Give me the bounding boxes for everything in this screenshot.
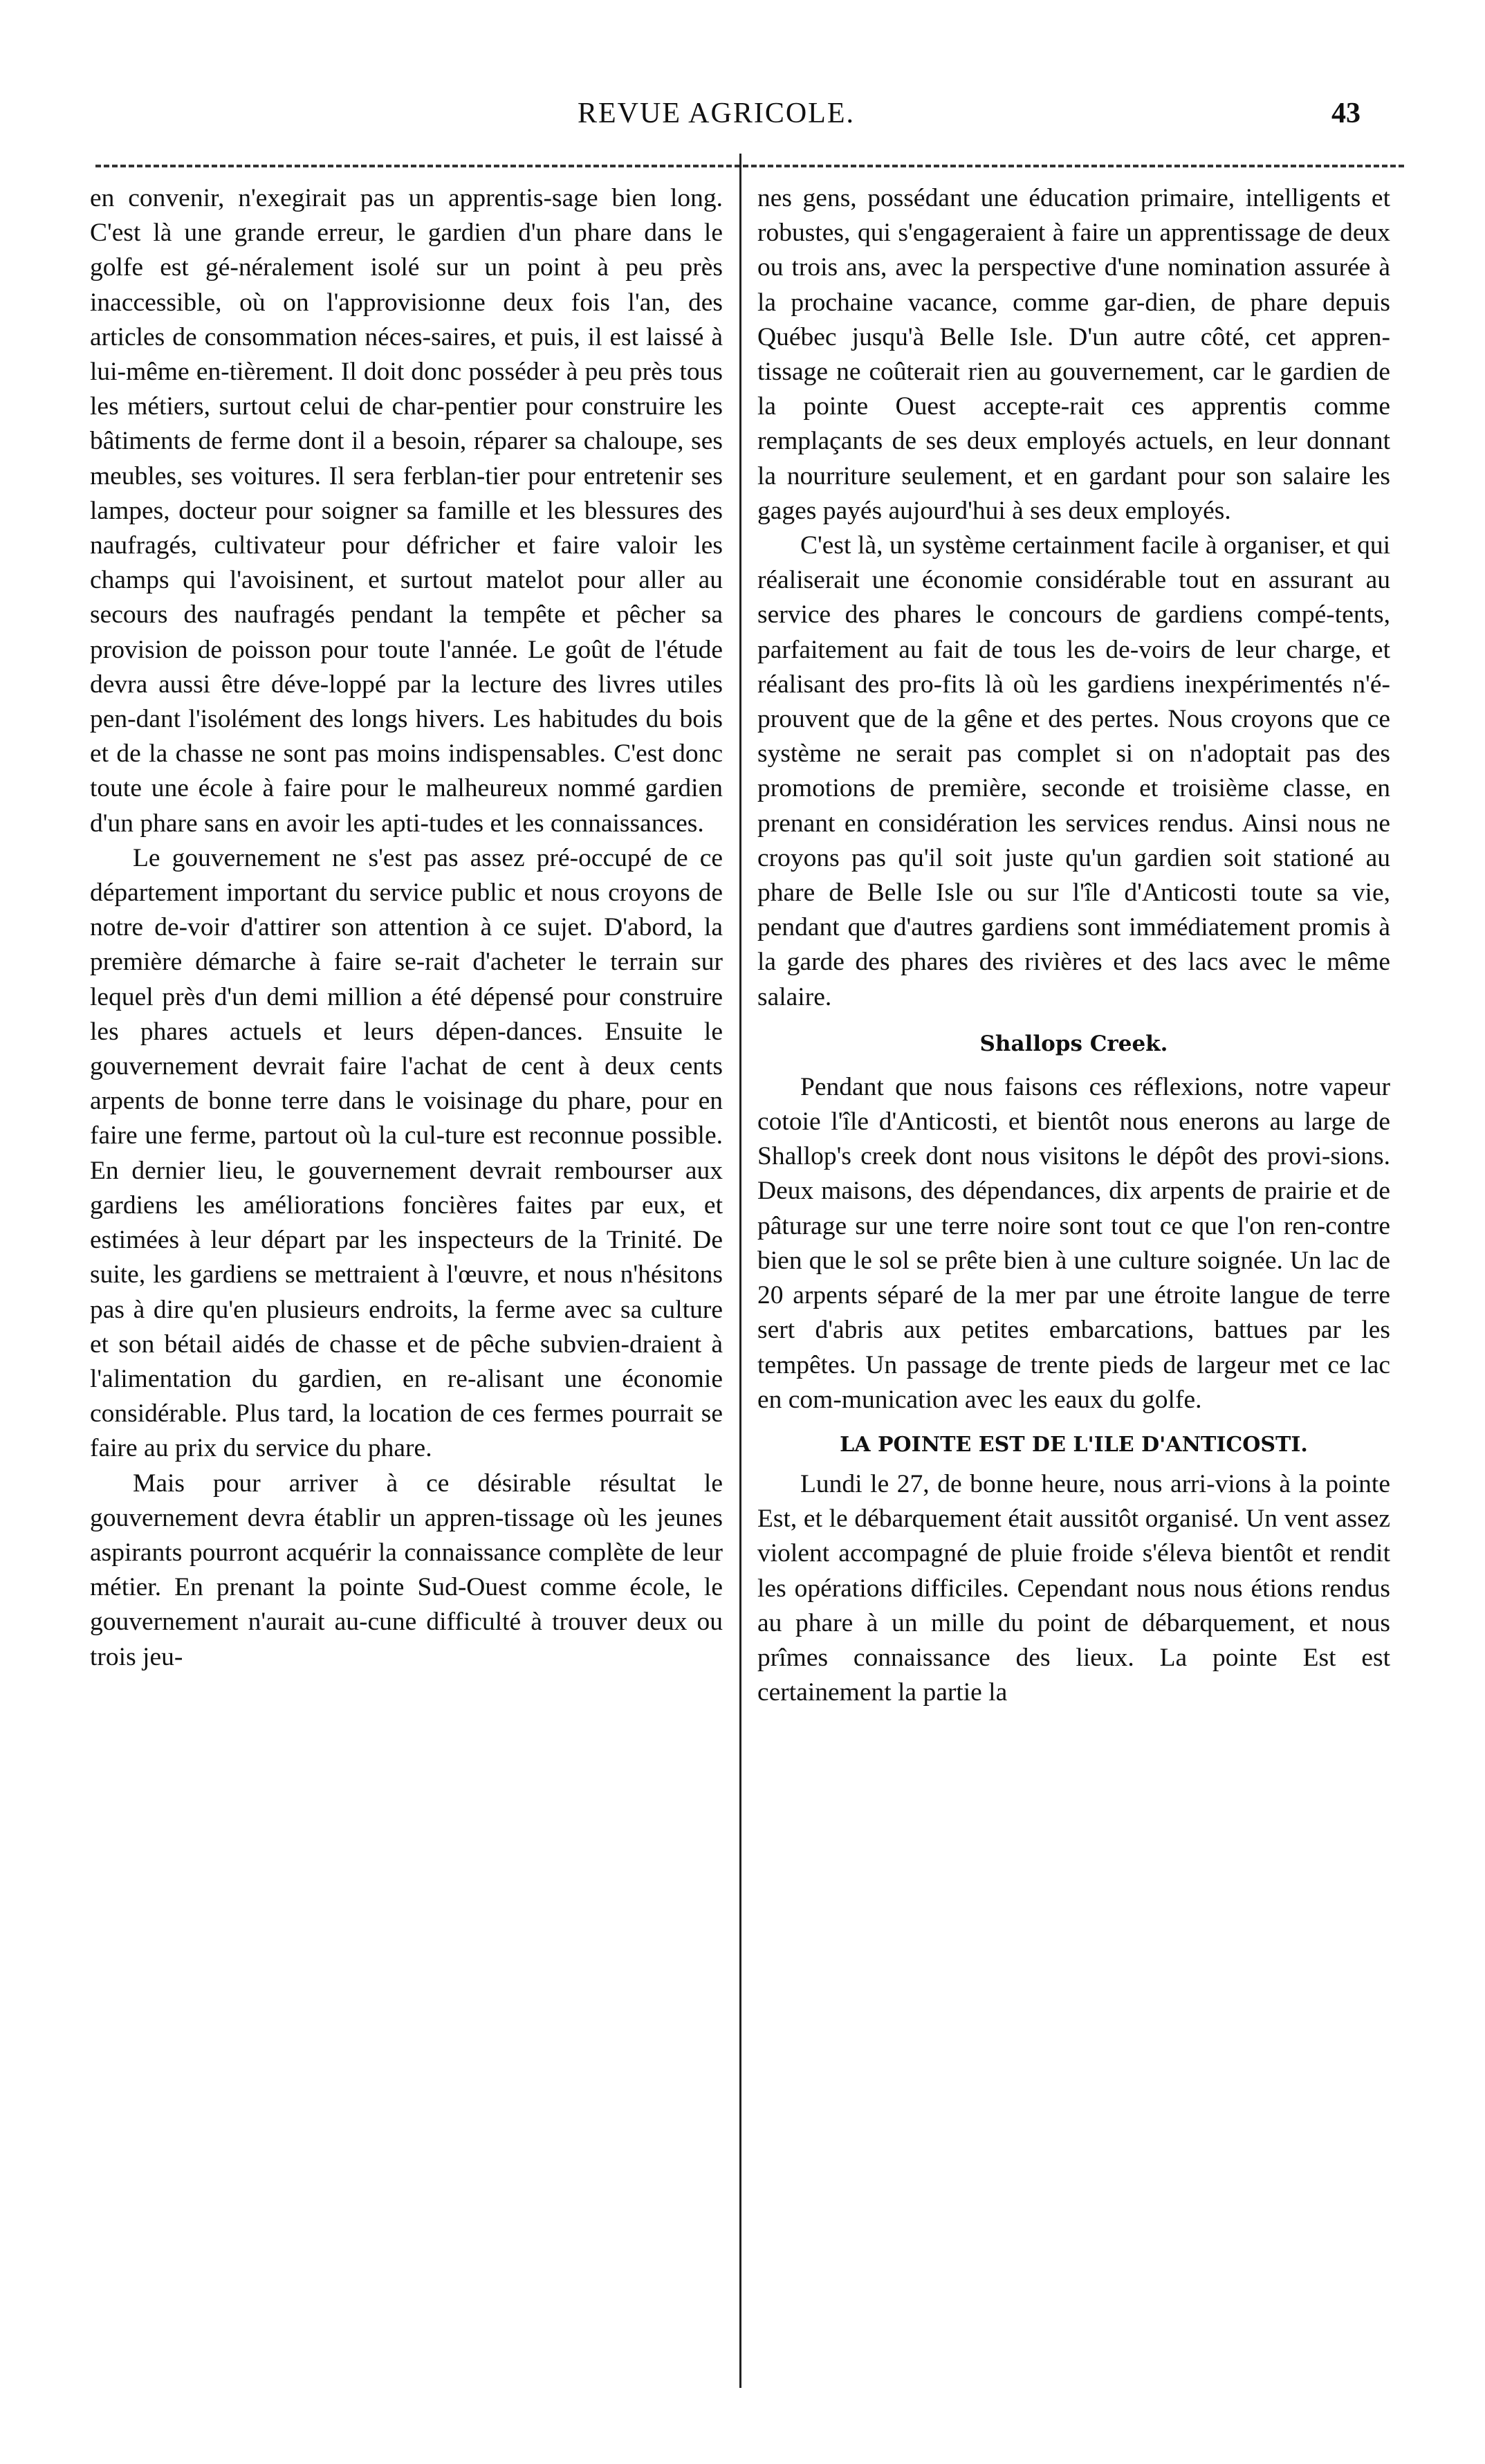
paragraph: nes gens, possédant une éducation primaire, intelligents et robustes, qui s'engageraient à faire un apprentissage de deux ou trois ans, avec la perspective d'une nomination assurée à la prochaine vacance, comme gar-dien, de phare depuis Québec jusqu'à Belle Isle. D'un autre côté, cet appren-tissage ne coûterait rien au gouvernement, car le gardien de la pointe Ouest accepte-rait ces apprentis comme remplaçants de ses deux employés actuels, en leur donnant la nourriture seulement, et en gardant pour son salaire les gages payés aujourd'hui à ses deux employés. bbox=[757, 184, 1390, 525]
paragraph: Le gouvernement ne s'est pas assez pré-occupé de ce département important du service public et nous croyons de notre de-voir d'attirer son attention à ce sujet. D'abord, la première démarche à faire se-rait d'acheter le terrain sur lequel près d'un demi million a été dépensé pour construire les phares actuels et leurs dépen-dances. Ensuite le gouvernement devrait faire l'achat de cent à deux cents arpents de bonne terre dans le voisinage du phare, pour en faire une ferme, partout où la cul-ture est reconnue possible. En dernier lieu, le gouvernement devrait rembourser aux gardiens les améliorations foncières faites par eux, et estimées à leur départ par les inspecteurs de la Trinité. De suite, les gardiens se mettraient à l'œuvre, et nous n'hésitons pas à dire qu'en plusieurs endroits, la ferme avec sa culture et son bétail aidés de chasse et de pêche subvien-draient à l'alimentation du gardien, en re-alisant une économie considérable. Plus tard, la location de ces fermes pourrait se faire au prix du service du phare. bbox=[90, 843, 723, 1463]
running-title: REVUE AGRICOLE. bbox=[578, 98, 855, 129]
column-divider bbox=[739, 154, 741, 2388]
page-number: 43 bbox=[1331, 98, 1361, 129]
paragraph: en convenir, n'exegirait pas un apprentis-sage bien long. C'est là une grande erreur, le gardien d'un phare dans le golfe est gé-néralement isolé sur un point à peu près inaccessible, où on l'approvisionne deux fois l'an, des articles de consommation néces-saires, et puis, il est laissé à lui-même en-tièrement. Il doit donc posséder à peu près tous les métiers, surtout celui de char-pentier pour construire les bâtiments de ferme dont il a besoin, réparer sa chaloupe, ses meubles, ses voitures. Il sera ferblan-tier pour entretenir ses lampes, docteur pour soigner sa famille et les blessures des naufragés, cultivateur pour défricher et faire valoir les champs qui l'avoisinent, et surtout matelot pour aller au secours des naufragés pendant la tempête et pêcher sa provision de poisson pour toute l'année. Le goût de l'étude devra aussi être déve-loppé par la lecture des livres utiles pen-dant l'isolément des longs hivers. Les habitudes du bois et de la chasse ne sont pas moins indispensables. C'est donc toute une école à faire pour le malheureux nommé gardien d'un phare sans en avoir les apti-tudes et les connaissances. bbox=[90, 184, 723, 838]
header-rule bbox=[95, 165, 1404, 167]
paragraph: Pendant que nous faisons ces réflexions, notre vapeur cotoie l'île d'Anticosti, et bientôt nous enerons au large de Shallop's creek dont nous visitons le dépôt des provi-sions. Deux maisons, des dépendances, dix arpents de prairie et de pâturage sur une terre noire sont tout ce que l'on ren-contre bien que le sol se prête bien à une culture soignée. Un lac de 20 arpents séparé de la mer par une étroite langue de terre sert d'abris aux petites embarcations, battues par les tempêtes. Un passage de trente pieds de largeur met ce lac en com-munication avec les eaux du golfe. bbox=[757, 1072, 1390, 1414]
left-column bbox=[90, 181, 723, 1675]
paragraph: C'est là, un système certainment facile à organiser, et qui réaliserait une économie considérable tout en assurant au service des phares le concours de gardiens compé-tents, parfaitement au fait de tous les de-voirs de leur charge, et réalisant des pro-fits là où les gardiens inexpérimentés n'é-prouvent que de la gêne et des pertes. Nous croyons que ce système ne serait pas complet si on n'adoptait pas des promotions de première, seconde et troisième classe, en prenant en considération les services rendus. Ainsi nous ne croyons pas qu'il soit juste qu'un gardien soit stationé au phare de Belle Isle ou sur l'île d'Anticosti toute sa vie, pendant que d'autres gardiens sont immédiatement promis à la garde des phares des rivières et des lacs avec le même salaire. bbox=[757, 531, 1390, 1011]
section-heading-pointe-est: LA POINTE EST DE L'ILE D'ANTICOSTI. bbox=[840, 1432, 1308, 1457]
right-column bbox=[757, 181, 1390, 1710]
paragraph: Lundi le 27, de bonne heure, nous arri-vions à la pointe Est, et le débarquement était aussitôt organisé. Un vent assez violent accompagné de pluie froide s'éleva bientôt et rendit les opérations difficiles. Cependant nous nous étions rendus au phare à un mille du point de débarquement, et nous prîmes connaissance des lieux. La pointe Est est certainement la partie la bbox=[757, 1469, 1390, 1707]
subheading-shallops-creek: Shallops Creek. bbox=[979, 1031, 1168, 1056]
running-head bbox=[0, 97, 1485, 145]
paragraph: Mais pour arriver à ce désirable résultat le gouvernement devra établir un appren-tissage où les jeunes aspirants pourront acquérir la connaissance complète de leur métier. En prenant la pointe Sud-Ouest comme école, le gouvernement n'aurait au-cune difficulté à trouver deux ou trois jeu- bbox=[90, 1469, 723, 1671]
